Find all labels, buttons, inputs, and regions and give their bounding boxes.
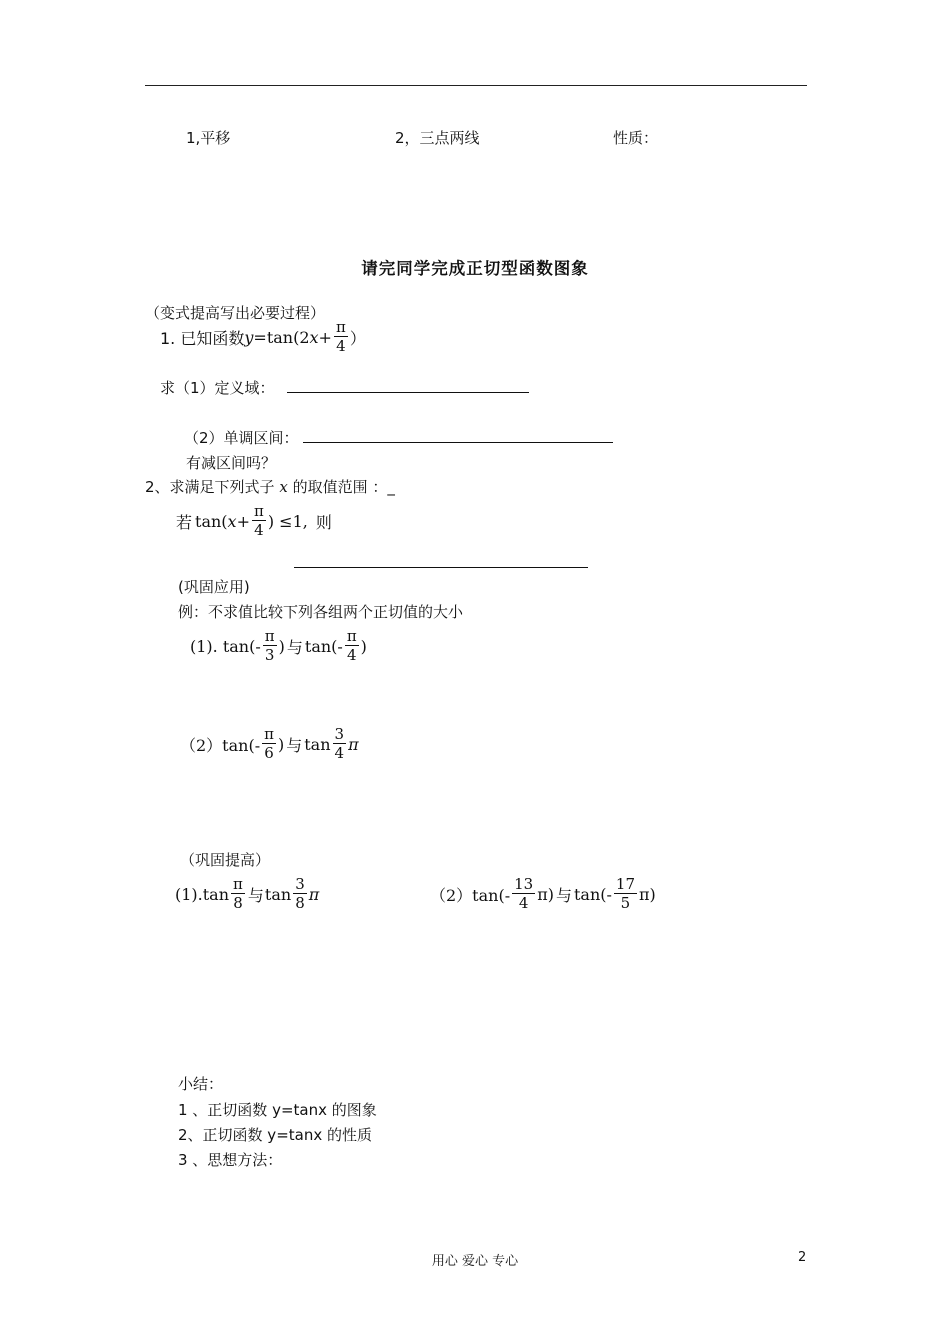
e1-frac-2 — [345, 627, 359, 665]
q1-interval-label: （2）单调区间： — [184, 429, 299, 447]
q2-ruo: 若 — [176, 512, 193, 532]
improve-problem-2 — [430, 875, 656, 913]
p2-frac-1 — [512, 875, 535, 913]
p1-frac-1 — [231, 875, 245, 913]
p2-den-1: 4 — [518, 894, 529, 912]
q1-close: ） — [349, 328, 366, 348]
p2-end: π) — [639, 884, 656, 904]
e2-num-1: π — [264, 725, 274, 743]
p1-tan2: tan — [264, 884, 292, 904]
e2-den-2: 4 — [334, 744, 345, 762]
q1-y: y — [244, 327, 254, 347]
q1-x: x — [309, 327, 319, 347]
summary-item-2: 2、正切函数 y=tanx 的性质 — [178, 1126, 372, 1144]
q2-answer-line[interactable] — [294, 567, 588, 568]
variant-section-heading: （变式提高写出必要过程） — [145, 304, 326, 322]
p2-num-2: 17 — [615, 875, 635, 893]
q1-eq-tan: =tan(2 — [253, 327, 310, 347]
p1-frac-2 — [293, 875, 307, 913]
summary-heading: 小结： — [178, 1075, 224, 1093]
e2-frac-2 — [333, 725, 347, 763]
summary-item-3: 3 、思想方法： — [178, 1151, 283, 1169]
consolidate-example: 例：不求值比较下列各组两个正切值的大小 — [178, 603, 464, 621]
p1-den-2: 8 — [295, 894, 305, 912]
q2-prompt — [145, 476, 395, 497]
page-number: 2 — [798, 1250, 807, 1265]
q2-label-pre: 2、求满足下列式子 — [145, 478, 275, 496]
e1-yu: 与 — [286, 637, 303, 657]
q1-frac-num: π — [335, 318, 346, 336]
p1-num-1: π — [233, 875, 243, 893]
p2-den-2: 5 — [620, 894, 631, 912]
e1-den-1: 3 — [264, 646, 275, 664]
q1-plus: + — [318, 327, 332, 347]
p1-den-1: 8 — [233, 894, 243, 912]
page-title: 请完同学完成正切型函数图象 — [361, 259, 589, 278]
e2-num-2: 3 — [334, 725, 345, 743]
top-item-three-points-two-lines: 2，三点两线 — [395, 129, 480, 147]
improve-problem-1 — [175, 875, 319, 913]
q2-tan-open: tan( — [195, 511, 228, 531]
e1-num-1: π — [264, 627, 275, 645]
p2-mid: π) — [537, 884, 554, 904]
p2-frac-2 — [614, 875, 637, 913]
q2-frac-num: π — [253, 502, 264, 520]
q2-fraction — [252, 502, 266, 540]
q2-frac-den: 4 — [254, 521, 264, 539]
q1-fraction — [334, 318, 348, 356]
e2-frac-1 — [262, 725, 276, 763]
e2-tan2: tan — [304, 734, 331, 754]
p1-end: π — [308, 884, 320, 904]
q2-label-post: 的取值范围 ：_ — [292, 478, 395, 496]
q1-frac-den: 4 — [336, 337, 346, 355]
e2-pre: （2）tan(- — [180, 735, 261, 755]
e1-num-2: π — [346, 627, 357, 645]
consolidate-heading: (巩固应用) — [178, 578, 250, 596]
p2-num-1: 13 — [514, 875, 534, 893]
p1-yu: 与 — [247, 885, 264, 905]
e1-den-2: 4 — [346, 646, 357, 664]
summary-item-1: 1 、正切函数 y=tanx 的图象 — [178, 1101, 377, 1119]
top-item-properties: 性质： — [613, 129, 659, 147]
e1-frac-1 — [263, 627, 277, 665]
e2-yu: 与 — [286, 735, 303, 755]
header-rule — [145, 85, 807, 86]
e1-pre: (1). tan(- — [190, 636, 261, 656]
q2-plus: + — [236, 511, 250, 531]
q1-function — [160, 318, 366, 356]
e1-mid: ) — [278, 636, 285, 656]
e2-mid: ) — [277, 734, 285, 754]
q2-x: x — [279, 478, 288, 496]
p2-tan2: tan(- — [573, 884, 612, 904]
q2-after: ) ≤1, — [267, 511, 308, 531]
p1-num-2: 3 — [295, 875, 305, 893]
q1-lead: 1. 已知函数 — [160, 328, 245, 348]
improve-heading: （巩固提高） — [180, 851, 271, 869]
q2-inequality — [176, 502, 332, 540]
e1-tan2: tan(- — [304, 636, 343, 656]
footer-motto: 用心 爱心 专心 — [431, 1254, 519, 1269]
q1-domain-label: 求（1）定义域： — [160, 379, 275, 397]
q1-interval-answer-line[interactable] — [303, 442, 613, 443]
q1-decreasing-question: 有减区间吗？ — [186, 454, 277, 472]
q2-x2: x — [227, 511, 237, 531]
top-item-translation: 1,平移 — [186, 129, 231, 147]
p2-pre: （2）tan(- — [430, 885, 511, 905]
q2-ze: 则 — [315, 512, 332, 532]
example-1 — [190, 627, 367, 665]
e2-den-1: 6 — [264, 744, 274, 762]
example-2 — [180, 725, 359, 763]
e1-end: ) — [360, 636, 367, 656]
e2-end: π — [348, 734, 359, 754]
p2-yu: 与 — [555, 885, 572, 905]
q1-domain-answer-line[interactable] — [287, 392, 529, 393]
p1-pre: (1).tan — [175, 884, 230, 904]
